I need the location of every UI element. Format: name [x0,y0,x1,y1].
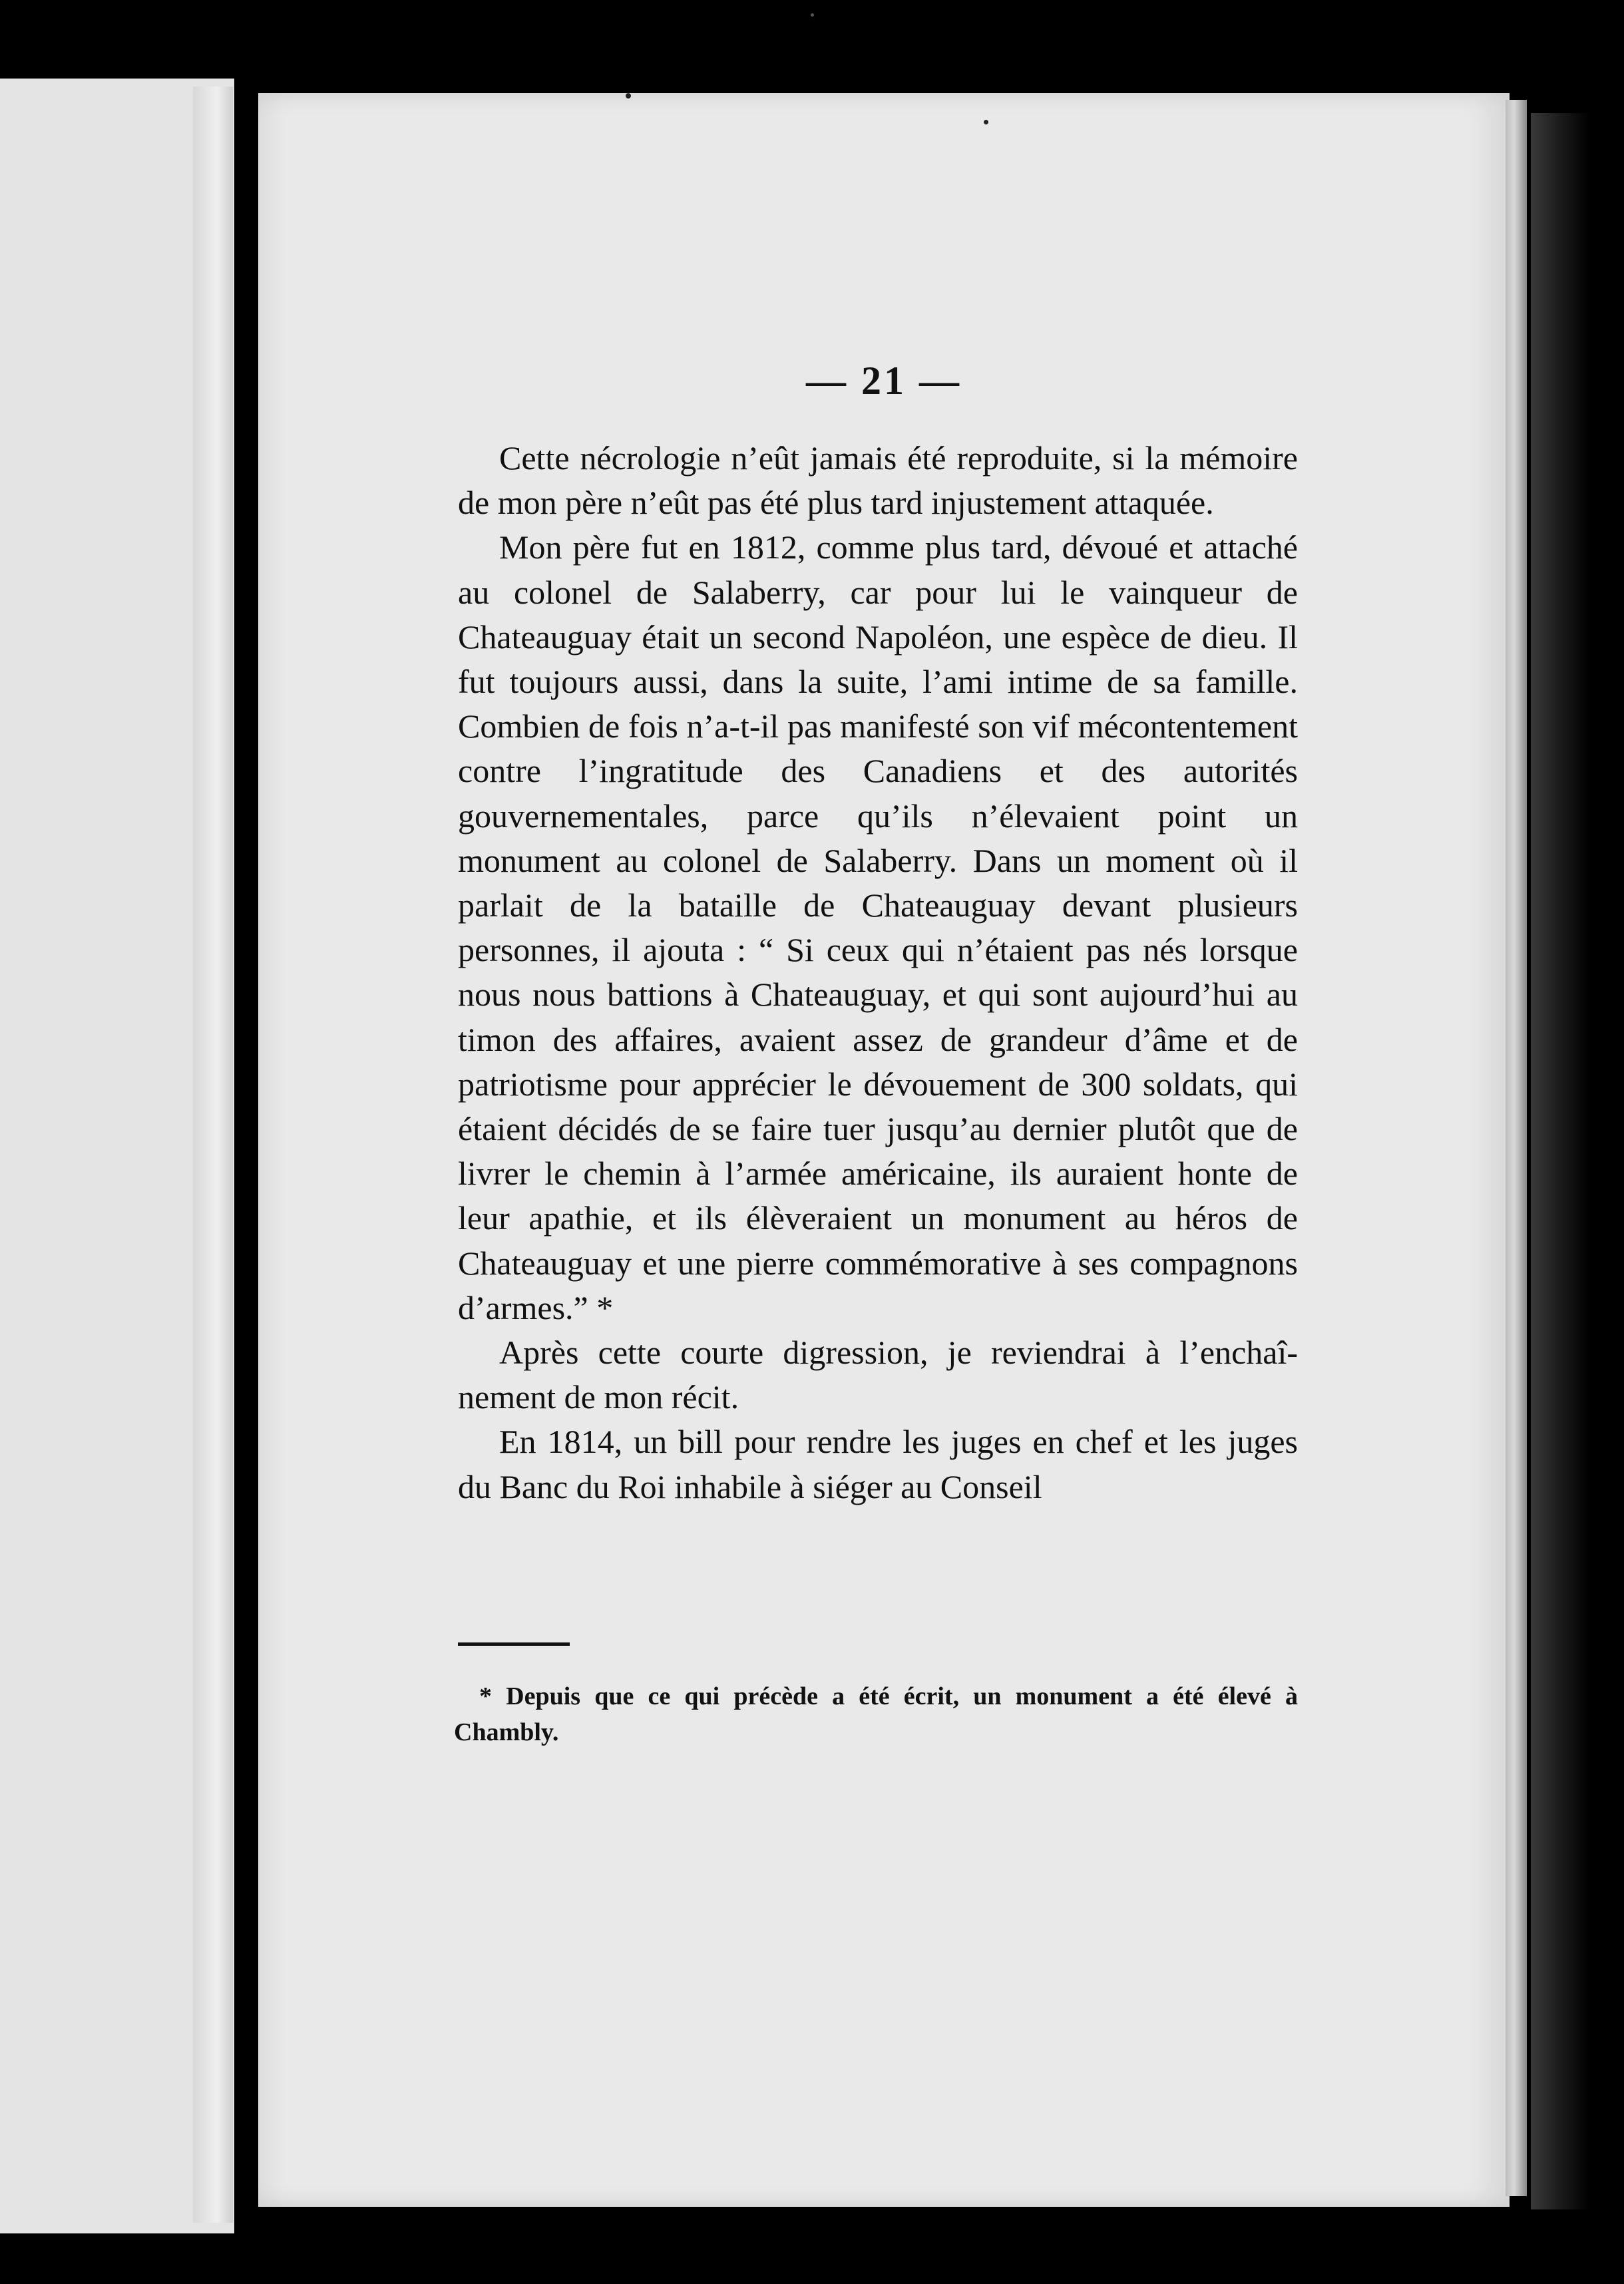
page-edge [1506,100,1527,2196]
footnote: * Depuis que ce qui précède a été écrit, un monument a été élevé à Chambly. [454,1682,1298,1746]
paragraph-3: Après cette courte digression, je reviendrai à l’enchaînement de mon récit. [458,1334,1298,1416]
dust-speck [626,93,631,98]
footnote-rule [458,1642,570,1646]
dust-speck [984,120,988,124]
dust-speck [811,13,814,17]
body-text [458,436,1298,1509]
paragraph-1: Cette nécrologie n’eût jamais été reproduite, si la mémoire de mon père n’eût pas été plus tard injustement attaquée. [458,439,1298,522]
paragraph-2: Mon père fut en 1812, comme plus tard, dévoué et attaché au colonel de Salaberry, car pour lui le vainqueur de Chateauguay était un second Napoléon, une espèce de dieu. Il fut toujours aussi, dans la suite, l’ami intime de sa famille. Combien de fois n’a-t-il pas manifesté son vif mécontentement contre l’ingratitude des Canadiens et des autorités gouvernementales, parce qu’ils n’élevaient point un monument au colonel de Salaberry. Dans un moment où il parlait de la bataille de Chateauguay devant plusieurs personnes, il ajouta : “ Si ceux qui n’étaient pas nés lorsque nous nous battions à Chateauguay, et qui sont aujourd’hui au timon des affaires, avaient assez de grandeur d’âme et de patriotisme pour apprécier le dévouement de 300 soldats, qui étaient décidés de se faire tuer jusqu’au dernier plutôt que de livrer le chemin à l’armée américaine, ils auraient honte de leur apathie, et ils élèveraient un monument au héros de Chateauguay et une pierre commémorative à ses compagnons d’armes.” * [458,528,1298,1326]
paragraph-4: En 1814, un bill pour rendre les juges en chef et les juges du Banc du Roi inhabile à siéger au Conseil [458,1423,1298,1505]
book-spine [1531,113,1591,2209]
left-page-edge [193,87,233,2223]
page-number: — 21 — [806,359,962,403]
